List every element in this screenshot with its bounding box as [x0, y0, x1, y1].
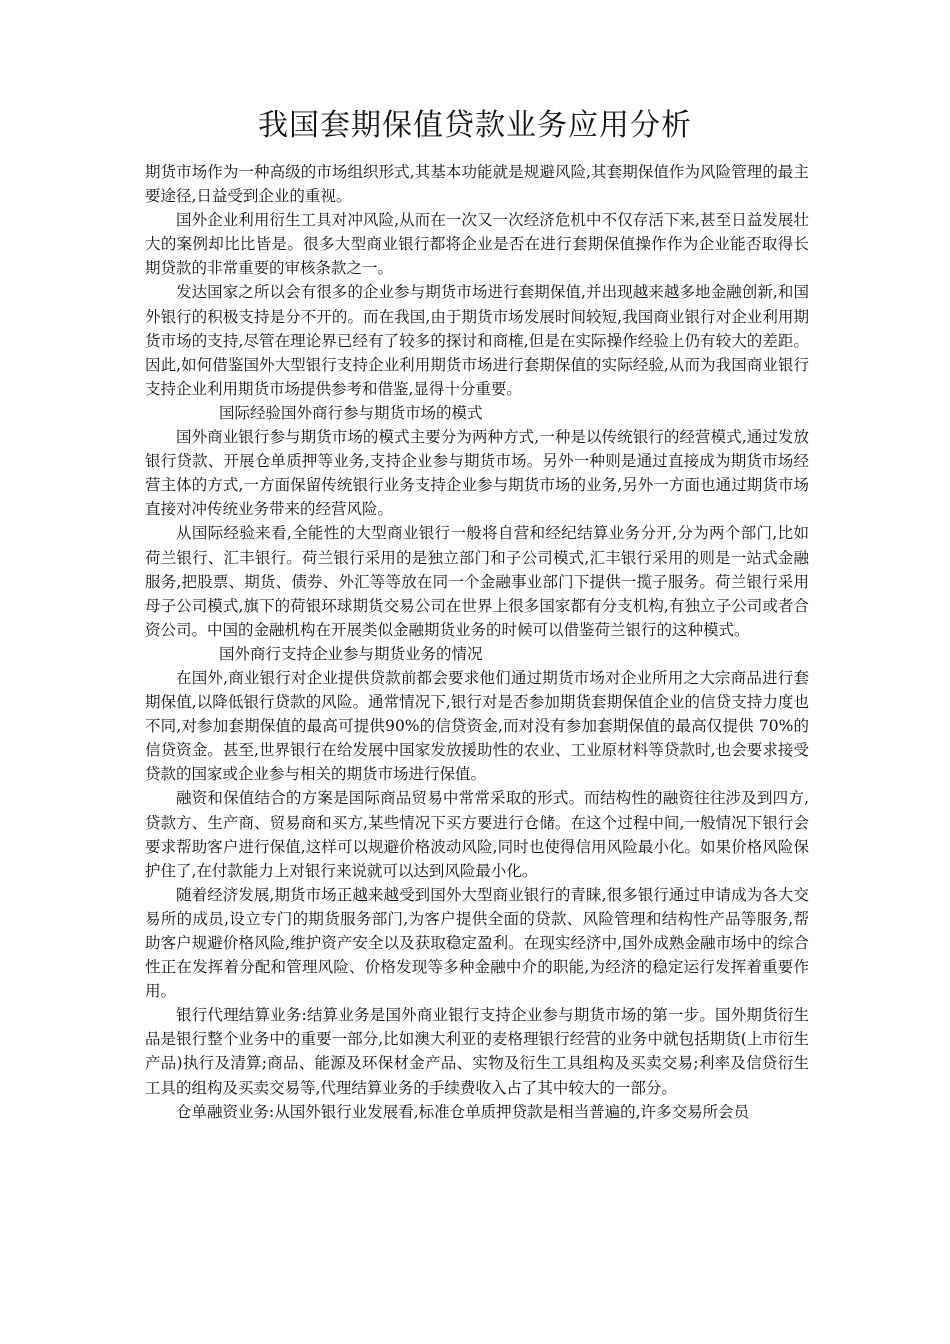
page-title: 我国套期保值贷款业务应用分析	[258, 108, 692, 143]
paragraph: 在国外,商业银行对企业提供贷款前都会要求他们通过期货市场对企业所用之大宗商品进行套期保值,以降低银行贷款的风险。通常情况下,银行对是否参加期货套期保值企业的信贷支持力度也不同,对参加套期保值的最高可提供90%的信贷资金,而对没有参加套期保值的最高仅提供 70%的信贷资金。甚至,世界银行在给发展中国家发放援助性的农业、工业原材料等贷款时,也会要求接受贷款的国家或企业参与相关的期货市场进行保值。	[145, 668, 809, 784]
paragraph: 银行代理结算业务:结算业务是国外商业银行支持企业参与期货市场的第一步。国外期货衍生品是银行整个业务中的重要一部分,比如澳大利亚的麦格理银行经营的业务中就包括期货(上市衍生产品)执行及清算;商品、能源及环保材金产品、实物及衍生工具组构及买卖交易;利率及信贷衍生工具的组构及买卖交易等,代理结算业务的手续费收入占了其中较大的一部分。	[145, 1006, 809, 1097]
section-heading: 国外商行支持企业参与期货业务的情况	[219, 644, 483, 663]
document-body	[145, 160, 809, 1124]
section-heading: 国际经验国外商行参与期货市场的模式	[219, 403, 483, 422]
paragraph: 从国际经验来看,全能性的大型商业银行一般将自营和经纪结算业务分开,分为两个部门,比如荷兰银行、汇丰银行。荷兰银行采用的是独立部门和子公司模式,汇丰银行采用的则是一站式金融服务,把股票、期货、债券、外汇等等放在同一个金融事业部门下提供一揽子服务。荷兰银行采用母子公司模式,旗下的荷银环球期货交易公司在世界上很多国家都有分支机构,有独立子公司或者合资公司。中国的金融机构在开展类似金融期货业务的时候可以借鉴荷兰银行的这种模式。	[145, 524, 809, 639]
paragraph: 发达国家之所以会有很多的企业参与期货市场进行套期保值,并出现越来越多地金融创新,和国外银行的积极支持是分不开的。而在我国,由于期货市场发展时间较短,我国商业银行对企业利用期货市场的支持,尽管在理论界已经有了较多的探讨和商榷,但是在实际操作经验上仍有较大的差距。因此,如何借鉴国外大型银行支持企业利用期货市场进行套期保值的实际经验,从而为我国商业银行支持企业利用期货市场提供参考和借鉴,显得十分重要。	[145, 283, 809, 398]
paragraph: 期货市场作为一种高级的市场组织形式,其基本功能就是规避风险,其套期保值作为风险管理的最主要途径,日益受到企业的重视。	[145, 163, 809, 206]
paragraph: 随着经济发展,期货市场正越来越受到国外大型商业银行的青睐,很多银行通过申请成为各大交易所的成员,设立专门的期货服务部门,为客户提供全面的贷款、风险管理和结构性产品等服务,帮助客户规避价格风险,维护资产安全以及获取稳定盈利。在现实经济中,国外成熟金融市场中的综合性正在发挥着分配和管理风险、价格发现等多种金融中介的职能,为经济的稳定运行发挥着重要作用。	[145, 885, 809, 1001]
paragraph: 国外商业银行参与期货市场的模式主要分为两种方式,一种是以传统银行的经营模式,通过发放银行贷款、开展仓单质押等业务,支持企业参与期货市场。另外一种则是通过直接成为期货市场经营主体的方式,一方面保留传统银行业务支持企业参与期货市场的业务,另外一方面也通过期货市场直接对冲传统业务带来的经营风险。	[145, 428, 809, 519]
paragraph: 融资和保值结合的方案是国际商品贸易中常常采取的形式。而结构性的融资往往涉及到四方,贷款方、生产商、贸易商和买方,某些情况下买方要进行仓储。在这个过程中间,一般情况下银行会要求帮助客户进行保值,这样可以规避价格波动风险,同时也使得信用风险最小化。如果价格风险保护住了,在付款能力上对银行来说就可以达到风险最小化。	[145, 789, 809, 880]
paragraph: 仓单融资业务:从国外银行业发展看,标准仓单质押贷款是相当普遍的,许多交易所会员	[176, 1102, 750, 1121]
paragraph: 国外企业利用衍生工具对冲风险,从而在一次又一次经济危机中不仅存活下来,甚至日益发展壮大的案例却比比皆是。很多大型商业银行都将企业是否在进行套期保值操作作为企业能否取得长期贷款的非常重要的审核条款之一。	[145, 211, 809, 278]
